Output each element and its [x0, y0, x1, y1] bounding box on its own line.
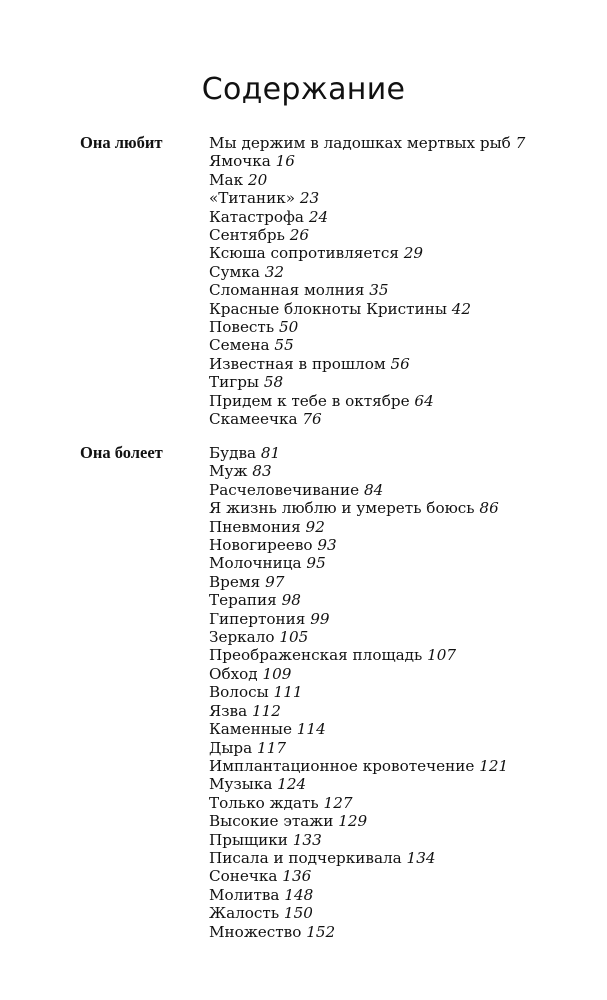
entry-page-number: 134: [406, 848, 436, 867]
entry-title: Волосы: [209, 683, 269, 702]
toc-entry: [209, 923, 508, 941]
entry-page-number: 20: [247, 170, 268, 189]
toc-entry: [209, 208, 525, 226]
entry-title: Молитва: [209, 885, 280, 904]
toc-entry: [209, 336, 525, 354]
entry-page-number: 117: [257, 738, 287, 757]
entry-page-number: 56: [390, 354, 410, 373]
toc-entry: [209, 775, 508, 793]
entry-page-number: 107: [427, 646, 457, 665]
entry-title: Терапия: [209, 591, 277, 610]
entry-title: Множество: [209, 922, 302, 941]
entry-title: Высокие этажи: [209, 812, 334, 831]
entry-title: Писала и подчеркивала: [209, 848, 402, 867]
entry-page-number: 109: [262, 664, 292, 683]
toc-entry: [209, 226, 525, 244]
toc-entry: [209, 152, 525, 170]
entry-page-number: 32: [264, 262, 285, 281]
entry-title: Преображенская площадь: [209, 646, 423, 665]
toc-entry: [209, 444, 508, 462]
entry-title: Имплантационное кровотечение: [209, 756, 475, 775]
entry-title: Будва: [209, 444, 257, 462]
toc-entry: [209, 739, 508, 757]
entry-page-number: 93: [317, 536, 337, 555]
entry-title: Муж: [209, 462, 248, 481]
toc-entry: [209, 355, 525, 373]
toc-entry: [209, 794, 508, 812]
entry-title: Сентябрь: [209, 226, 285, 245]
toc-entry: [209, 134, 525, 152]
entry-title: Прыщики: [209, 830, 288, 849]
entry-title: Только ждать: [209, 793, 319, 812]
toc-entry: [209, 812, 508, 830]
toc-entry: [209, 646, 508, 664]
entry-page-number: 97: [265, 572, 285, 591]
entry-page-number: 29: [403, 244, 424, 263]
toc-entry: [209, 373, 525, 391]
toc-entry: [209, 410, 525, 428]
section-label: Она болеет: [80, 443, 163, 462]
entry-page-number: 64: [414, 391, 434, 410]
entry-page-number: 114: [296, 720, 326, 739]
entry-page-number: 83: [252, 462, 272, 481]
entry-page-number: 98: [281, 591, 301, 610]
section-label: Она любит: [80, 133, 163, 152]
toc-entry: [209, 886, 508, 904]
toc-entry: [209, 462, 508, 480]
entry-title: Скамеечка: [209, 410, 298, 429]
entry-title: Ямочка: [209, 152, 271, 171]
entry-title: Красные блокноты Кристины: [209, 299, 447, 318]
entry-page-number: 124: [277, 775, 307, 794]
entry-title: Молочница: [209, 554, 302, 573]
entry-page-number: 92: [305, 517, 325, 536]
entry-page-number: 35: [369, 281, 389, 300]
toc-entry-list: [209, 444, 508, 941]
entry-page-number: 23: [299, 189, 320, 208]
entry-title: Катастрофа: [209, 207, 304, 226]
toc-entry: [209, 499, 508, 517]
entry-title: Мак: [209, 170, 244, 189]
entry-title: Каменные: [209, 720, 292, 739]
entry-title: Зеркало: [209, 628, 275, 647]
toc-entry: [209, 867, 508, 885]
entry-page-number: 58: [263, 373, 284, 392]
entry-title: Я жизнь люблю и умереть боюсь: [209, 499, 475, 518]
entry-title: Пневмония: [209, 517, 301, 536]
toc-entry: [209, 554, 508, 572]
entry-title: Новогиреево: [209, 536, 313, 555]
entry-title: Гипертония: [209, 609, 306, 628]
toc-entry: [209, 757, 508, 775]
entry-page-number: 55: [274, 336, 294, 355]
entry-title: Ксюша сопротивляется: [209, 244, 399, 263]
toc-entry: [209, 573, 508, 591]
entry-page-number: 150: [283, 904, 313, 923]
entry-page-number: 136: [282, 867, 312, 886]
toc-entry: [209, 281, 525, 299]
toc-entry: [209, 849, 508, 867]
toc-entry: [209, 536, 508, 554]
entry-title: Сонечка: [209, 867, 278, 886]
entry-title: Жалость: [209, 904, 280, 923]
entry-title: Тигры: [209, 373, 260, 392]
page-title: Содержание: [201, 72, 406, 107]
entry-page-number: 86: [479, 499, 499, 518]
entry-page-number: 81: [260, 444, 281, 462]
toc-entry: [209, 702, 508, 720]
entry-title: Язва: [209, 701, 248, 720]
entry-page-number: 7: [515, 134, 526, 152]
toc-entry: [209, 481, 508, 499]
entry-page-number: 105: [279, 628, 309, 647]
entry-title: Мы держим в ладошках мертвых рыб: [209, 134, 511, 152]
entry-page-number: 42: [451, 299, 472, 318]
entry-page-number: 95: [306, 554, 326, 573]
toc-entry: [209, 904, 508, 922]
entry-title: Дыра: [209, 738, 253, 757]
entry-title: Музыка: [209, 775, 273, 794]
entry-page-number: 121: [479, 756, 509, 775]
toc-entry: [209, 318, 525, 336]
toc-entry: [209, 518, 508, 536]
entry-page-number: 99: [310, 609, 330, 628]
entry-title: Повесть: [209, 318, 275, 337]
entry-page-number: 16: [275, 152, 295, 171]
toc-entry: [209, 683, 508, 701]
entry-page-number: 129: [338, 812, 368, 831]
entry-page-number: 133: [292, 830, 322, 849]
toc-entry: [209, 628, 508, 646]
entry-title: Сломанная молния: [209, 281, 365, 300]
toc-entry: [209, 610, 508, 628]
toc-entry: [209, 300, 525, 318]
toc-entry: [209, 244, 525, 262]
entry-page-number: 24: [308, 207, 329, 226]
entry-page-number: 76: [302, 410, 322, 429]
toc-entry: [209, 831, 508, 849]
toc-entry: [209, 591, 508, 609]
toc-entry: [209, 263, 525, 281]
entry-page-number: 127: [323, 793, 353, 812]
entry-title: Расчеловечивание: [209, 480, 360, 499]
toc-entry: [209, 171, 525, 189]
entry-page-number: 152: [306, 922, 336, 941]
entry-title: Придем к тебе в октябре: [209, 391, 410, 410]
toc-entry: [209, 392, 525, 410]
toc-entry-list: [209, 134, 525, 429]
entry-page-number: 84: [363, 480, 384, 499]
entry-title: Сумка: [209, 262, 260, 281]
entry-title: Обход: [209, 664, 258, 683]
entry-title: Семена: [209, 336, 270, 355]
entry-title: Время: [209, 572, 261, 591]
entry-page-number: 26: [289, 226, 310, 245]
entry-page-number: 148: [284, 885, 314, 904]
entry-page-number: 50: [278, 318, 299, 337]
entry-title: Известная в прошлом: [209, 354, 386, 373]
entry-page-number: 112: [251, 701, 281, 720]
toc-entry: [209, 189, 525, 207]
entry-title: «Титаник»: [209, 189, 296, 208]
toc-entry: [209, 720, 508, 738]
entry-page-number: 111: [273, 683, 303, 702]
toc-entry: [209, 665, 508, 683]
